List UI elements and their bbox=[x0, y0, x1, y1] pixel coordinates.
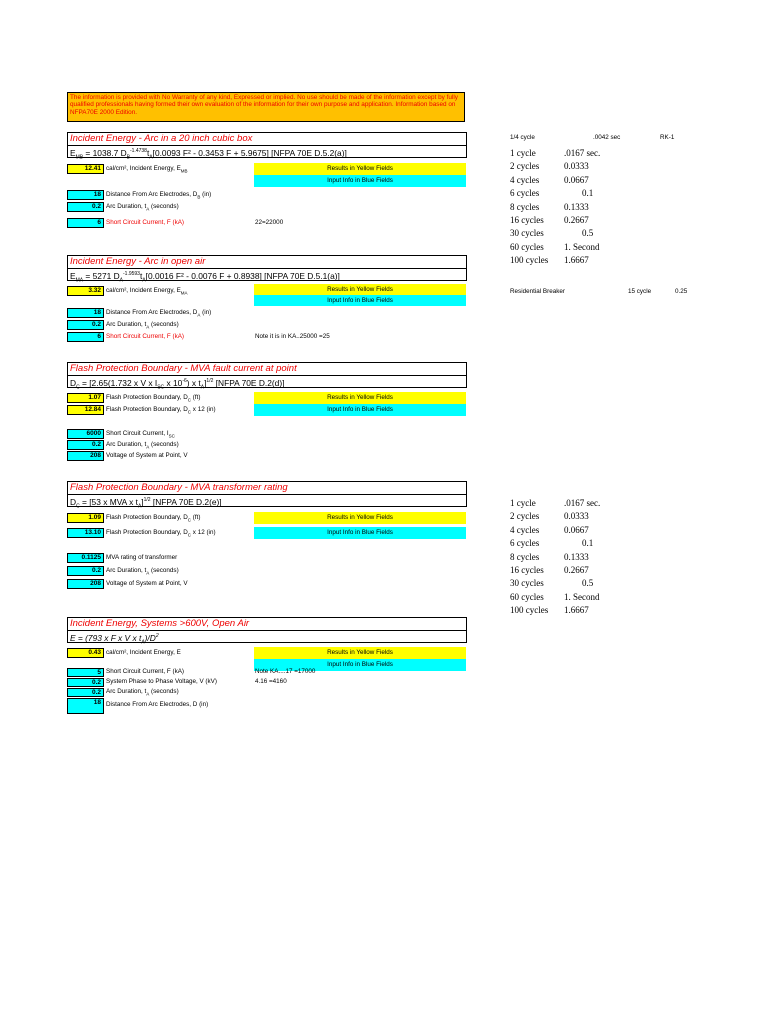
section-5-input-current[interactable]: 5 bbox=[67, 668, 104, 677]
section-1-input-duration[interactable]: 0.2 bbox=[67, 202, 104, 212]
section-3-formula: $D_C = [2.65(1.732$ x V x $I_{SC}$ x $10^{-6}$) x $t_A]^{1/2}$ [NFPA 70E D.2(d)] bbox=[67, 376, 467, 388]
section-1-formula: $E_{MB} = 1038.7$ $D_B^{-1.4738}t_A[0.0093$ F² - 0.3453 F + 5.9675] [NFPA 70E D.5.2(a)] bbox=[67, 146, 467, 158]
input-legend-4: Input Info in Blue Fields bbox=[254, 527, 466, 539]
section-5-label-duration: Arc Duration, $t_A$ (seconds) bbox=[106, 688, 179, 697]
section-4-label-ft: Flash Protection Boundary, $D_C$ (ft) bbox=[106, 514, 201, 523]
table-row: 2 cycles 0.0333 bbox=[510, 161, 589, 172]
section-4-label-voltage: Voltage of System at Point, V bbox=[106, 580, 188, 587]
section-3-label-current: Short Circuit Current, $I_{SC}$ bbox=[106, 430, 175, 439]
table-row: 6 cycles 0.1 bbox=[510, 538, 594, 549]
section-3-input-voltage[interactable]: 208 bbox=[67, 451, 104, 461]
table-row: 16 cycles 0.2667 bbox=[510, 214, 589, 225]
section-4-input-mva[interactable]: 0.1125 bbox=[67, 553, 104, 563]
section-3-result-ft: 1.07 bbox=[67, 393, 104, 403]
section-4-input-duration[interactable]: 0.2 bbox=[67, 566, 104, 576]
section-4-formula: $D_C = [53$ x MVA x $t_A]^{1/2}$ [NFPA 70E D.2(e)] bbox=[67, 495, 467, 507]
results-legend: Results in Yellow Fields bbox=[254, 163, 466, 175]
section-3-label-voltage: Voltage of System at Point, V bbox=[106, 452, 188, 459]
section-1-note: 22=22000 bbox=[255, 219, 284, 226]
table-row: 60 cycles 1. Second bbox=[510, 241, 600, 252]
section-1-result-label: cal/cm², Incident Energy, $E_{MB}$ bbox=[106, 165, 188, 174]
table-row: 8 cycles 0.1333 bbox=[510, 551, 589, 562]
section-2-input-distance[interactable]: 18 bbox=[67, 308, 104, 318]
table-row: 30 cycles 0.5 bbox=[510, 578, 594, 589]
section-5-input-voltage[interactable]: 0.2 bbox=[67, 678, 104, 687]
section-4-title: Flash Protection Boundary - MVA transformer rating bbox=[67, 481, 467, 495]
cycle-table-1 bbox=[510, 147, 630, 268]
section-4-result-in: 13.10 bbox=[67, 528, 104, 538]
table-row: 6 cycles 0.1 bbox=[510, 188, 594, 199]
section-2-input-duration[interactable]: 0.2 bbox=[67, 320, 104, 330]
section-5-note-2: 4.16 =4160 bbox=[255, 678, 287, 685]
section-2-input-current[interactable]: 6 bbox=[67, 332, 104, 342]
table-row: 16 cycles 0.2667 bbox=[510, 564, 589, 575]
section-2-label-current: Short Circuit Current, F (kA) bbox=[106, 333, 185, 340]
section-3-label-ft: Flash Protection Boundary, $D_C$ (ft) bbox=[106, 394, 201, 403]
section-5-title: Incident Energy, Systems >600V, Open Air bbox=[67, 617, 467, 631]
section-2-label-duration: Arc Duration, $t_A$ (seconds) bbox=[106, 321, 179, 330]
side-breaker: Residential Breaker bbox=[510, 288, 565, 295]
input-legend-2: Input Info in Blue Fields bbox=[254, 295, 466, 306]
section-5-result-label: cal/cm², Incident Energy, E bbox=[106, 649, 181, 656]
section-1-result-value: 12.41 bbox=[67, 164, 104, 174]
section-2-note: Note it is in KA..25000 =25 bbox=[255, 333, 330, 340]
section-2-label-distance: Distance From Arc Electrodes, $D_A$ (in) bbox=[106, 309, 212, 318]
section-1-label-duration: Arc Duration, $t_A$ (seconds) bbox=[106, 203, 179, 212]
side-quarter-cycle: 1/4 cycle bbox=[510, 134, 535, 141]
section-3-input-current[interactable]: 6000 bbox=[67, 429, 104, 439]
table-row: 2 cycles 0.0333 bbox=[510, 511, 589, 522]
section-2-result-value: 3.32 bbox=[67, 286, 104, 296]
section-5-formula: E = (793 x F x V x $t_A)/D^2$ bbox=[67, 631, 467, 643]
section-4-input-voltage[interactable]: 208 bbox=[67, 579, 104, 589]
section-5-result-value: 0.43 bbox=[67, 648, 104, 658]
section-3-label-duration: Arc Duration, $t_A$ (seconds) bbox=[106, 441, 179, 450]
section-4-label-mva: MVA rating of transformer bbox=[106, 554, 178, 561]
section-5-input-distance[interactable]: 18 bbox=[67, 698, 104, 714]
table-row: 4 cycles 0.0667 bbox=[510, 174, 589, 185]
section-3-result-in: 12.84 bbox=[67, 405, 104, 415]
input-legend: Input Info in Blue Fields bbox=[254, 175, 466, 187]
section-4-label-duration: Arc Duration, $t_A$ (seconds) bbox=[106, 567, 179, 576]
section-2-formula: $E_{MA} = 5271$ $D_A^{-1.9593}t_A[0.0016$ F² - 0.0076 F + 0.8938] [NFPA 70E D.5.1(a)] bbox=[67, 269, 467, 281]
results-legend-4: Results in Yellow Fields bbox=[254, 512, 466, 524]
section-3-input-duration[interactable]: 0.2 bbox=[67, 440, 104, 450]
side-breaker-cycles: 15 cycle bbox=[628, 288, 652, 295]
section-5-note-1: Note KA....17 =17000 bbox=[255, 668, 316, 675]
section-4-result-ft: 1.09 bbox=[67, 513, 104, 523]
section-2-title: Incident Energy - Arc in open air bbox=[67, 255, 467, 269]
table-row: 100 cycles 1.6667 bbox=[510, 605, 589, 616]
table-row: 8 cycles 0.1333 bbox=[510, 201, 589, 212]
section-3-label-in: Flash Protection Boundary, $D_C$ x 12 (in) bbox=[106, 406, 216, 415]
results-legend-3: Results in Yellow Fields bbox=[254, 392, 466, 404]
input-legend-5: Input Info in Blue Fields bbox=[254, 659, 466, 671]
side-quarter-cycle-sec: .0042 sec bbox=[593, 134, 621, 141]
table-row: 100 cycles 1.6667 bbox=[510, 255, 589, 266]
section-2-result-label: cal/cm², Incident Energy, $E_{MA}$ bbox=[106, 287, 188, 296]
section-1-title: Incident Energy - Arc in a 20 inch cubic box bbox=[67, 132, 467, 146]
section-5-label-distance: Distance From Arc Electrodes, D (in) bbox=[106, 701, 209, 708]
table-row: 1 cycle .0167 sec. bbox=[510, 148, 601, 158]
section-5-label-current: Short Circuit Current, F (kA) bbox=[106, 668, 185, 675]
table-row: 60 cycles 1. Second bbox=[510, 591, 600, 602]
section-4-label-in: Flash Protection Boundary, $D_C$ x 12 (in) bbox=[106, 529, 216, 538]
section-3-title: Flash Protection Boundary - MVA fault current at point bbox=[67, 362, 467, 376]
section-5-label-voltage: System Phase to Phase Voltage, V (kV) bbox=[106, 678, 217, 685]
section-5-input-duration[interactable]: 0.2 bbox=[67, 688, 104, 697]
side-breaker-seconds: 0.25 bbox=[675, 288, 688, 295]
section-1-label-current: Short Circuit Current, F (kA) bbox=[106, 219, 185, 226]
section-1-input-current[interactable]: 6 bbox=[67, 218, 104, 228]
cycle-table-2 bbox=[510, 497, 630, 618]
table-row: 1 cycle .0167 sec. bbox=[510, 498, 601, 508]
results-legend-5: Results in Yellow Fields bbox=[254, 647, 466, 659]
table-row: 4 cycles 0.0667 bbox=[510, 524, 589, 535]
input-legend-3: Input Info in Blue Fields bbox=[254, 404, 466, 416]
side-rk1: RK-1 bbox=[660, 134, 675, 141]
results-legend-2: Results in Yellow Fields bbox=[254, 284, 466, 295]
section-1-label-distance: Distance From Arc Electrodes, $D_B$ (in) bbox=[106, 191, 212, 200]
disclaimer-box: The information is provided with No Warranty of any kind, Expressed or implied. No use should be made of the information except by fully qualified professionals having formed their own evaluation of the information for their own purpose and application. Information based on NFPA70E 2000 Edition. bbox=[67, 92, 465, 122]
section-1-input-distance[interactable]: 18 bbox=[67, 190, 104, 200]
table-row: 30 cycles 0.5 bbox=[510, 228, 594, 239]
